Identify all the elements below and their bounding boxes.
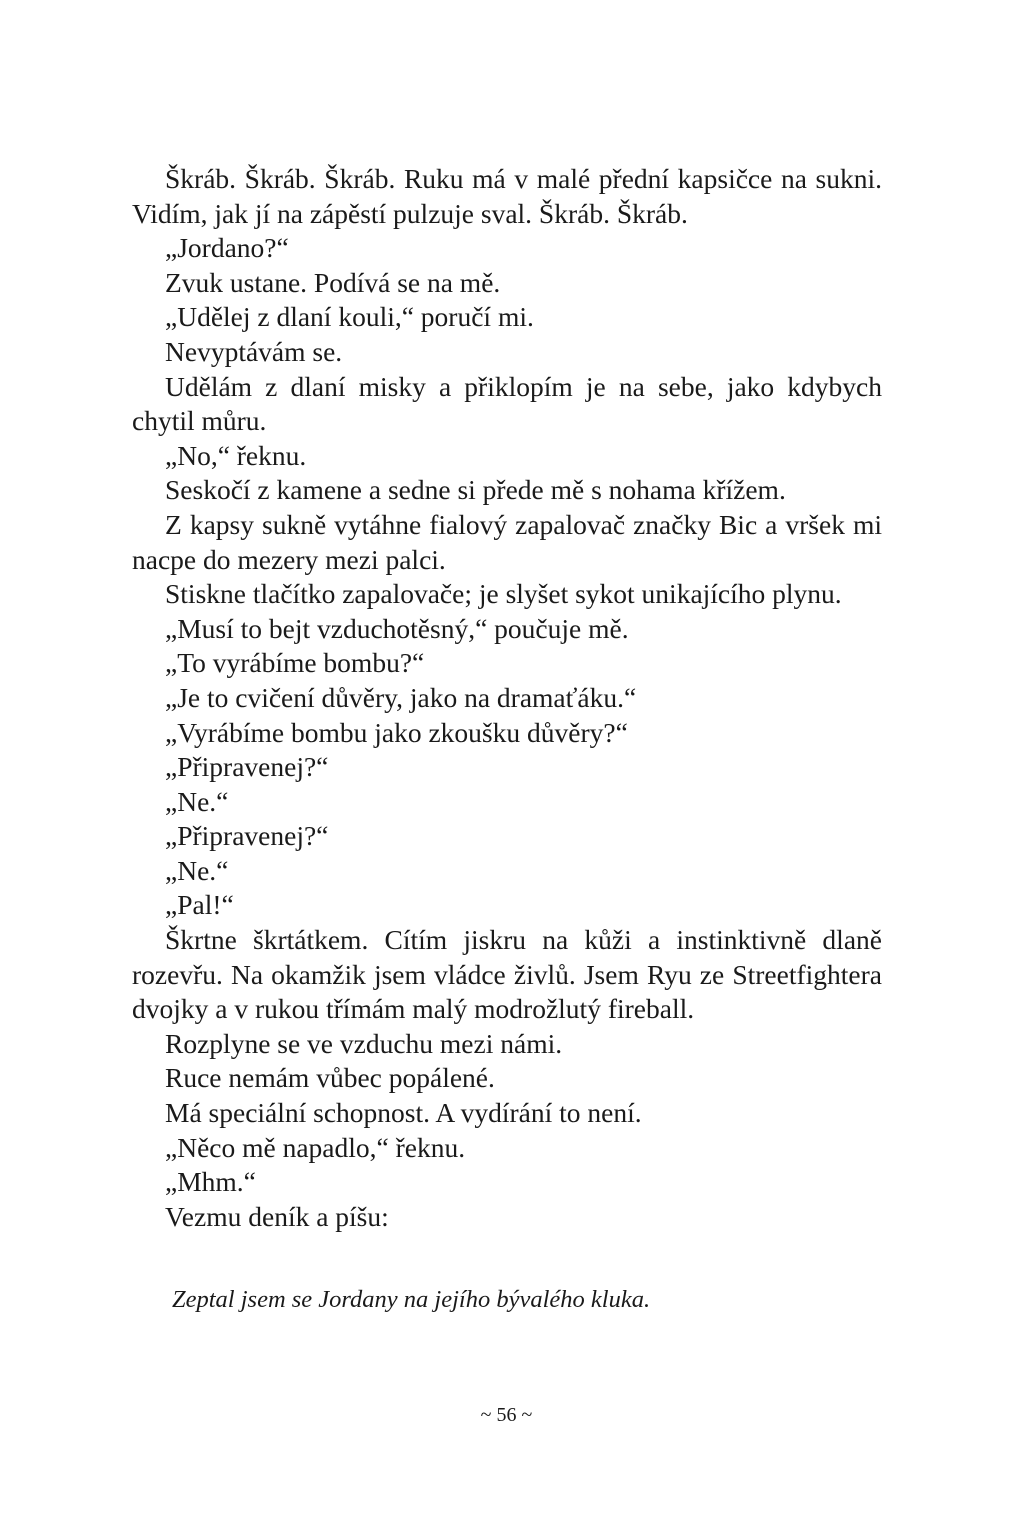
paragraph: Nevyptávám se. bbox=[165, 335, 343, 367]
paragraph: „Musí to bejt vzduchotěsný,“ poučuje mě. bbox=[165, 612, 629, 644]
paragraph: Zvuk ustane. Podívá se na mě. bbox=[165, 266, 501, 298]
paragraph: Ruce nemám vůbec popálené. bbox=[165, 1062, 495, 1094]
paragraph: „Ne.“ bbox=[165, 785, 229, 817]
diary-entry: Zeptal jsem se Jordany na jejího bývalého kluka. bbox=[172, 1286, 651, 1313]
body-text bbox=[132, 162, 882, 1234]
paragraph: Stiskne tlačítko zapalovače; je slyšet sykot unikajícího plynu. bbox=[165, 578, 842, 610]
paragraph: „To vyrábíme bombu?“ bbox=[165, 647, 425, 679]
paragraph: „Něco mě napadlo,“ řeknu. bbox=[165, 1131, 466, 1163]
paragraph: „Připravenej?“ bbox=[165, 751, 329, 783]
paragraph: Má speciální schopnost. A vydírání to není. bbox=[165, 1097, 642, 1129]
paragraph: „Vyrábíme bombu jako zkoušku důvěry?“ bbox=[165, 716, 628, 748]
paragraph: „Pal!“ bbox=[165, 889, 234, 921]
paragraph: „No,“ řeknu. bbox=[165, 439, 307, 471]
paragraph: „Ne.“ bbox=[165, 854, 229, 886]
paragraph: „Jordano?“ bbox=[165, 232, 289, 264]
paragraph: Vezmu deník a píšu: bbox=[165, 1200, 389, 1232]
paragraph: „Je to cvičení důvěry, jako na dramaťáku.“ bbox=[165, 681, 637, 713]
paragraph: Seskočí z kamene a sedne si přede mě s nohama křížem. bbox=[165, 474, 786, 506]
paragraph: Z kapsy sukně vytáhne fialový zapalovač značky Bic a vršek mi nacpe do mezery mezi palci. bbox=[132, 508, 882, 575]
paragraph: „Mhm.“ bbox=[165, 1166, 256, 1198]
paragraph: Rozplyne se ve vzduchu mezi námi. bbox=[165, 1027, 563, 1059]
page-number: ~ 56 ~ bbox=[480, 1404, 533, 1426]
paragraph: Škrtne škrtátkem. Cítím jiskru na kůži a instinktivně dlaně rozevřu. Na okamžik jsem vládce živlů. Jsem Ryu ze Streetfightera dvojky a v rukou třímám malý modrožlutý fireball. bbox=[132, 924, 882, 1025]
paragraph: Udělám z dlaní misky a přiklopím je na sebe, jako kdybych chytil můru. bbox=[132, 370, 882, 437]
paragraph: „Udělej z dlaní kouli,“ poručí mi. bbox=[165, 301, 534, 333]
paragraph: Škráb. Škráb. Škráb. Ruku má v malé přední kapsičce na sukni. Vidím, jak jí na zápěstí pulzuje sval. Škráb. Škráb. bbox=[132, 163, 882, 229]
paragraph: „Připravenej?“ bbox=[165, 820, 329, 852]
